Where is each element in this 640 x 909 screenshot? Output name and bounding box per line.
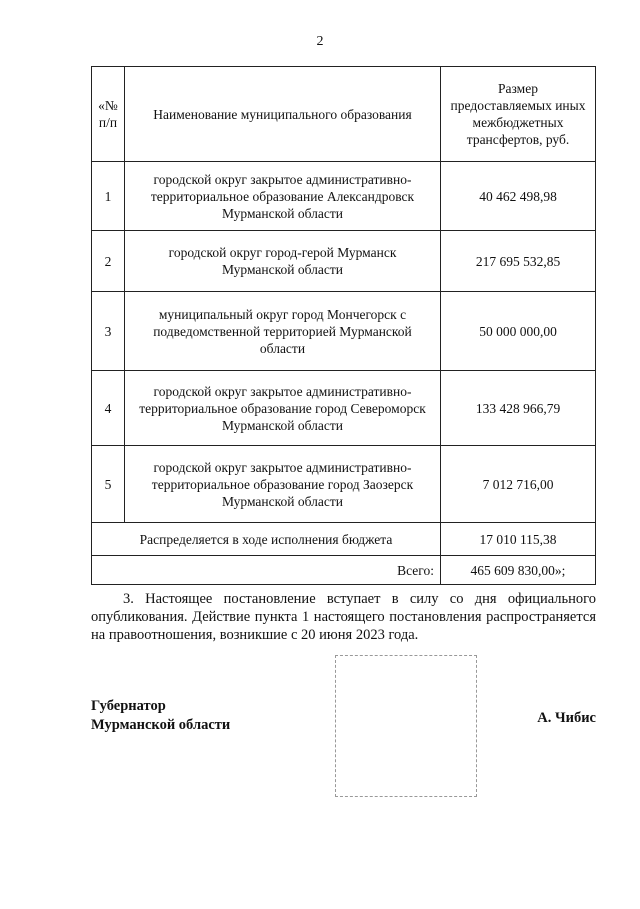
row-number: 1	[92, 162, 125, 231]
table-row	[92, 371, 596, 446]
total-label: Всего:	[92, 556, 441, 585]
row-amount: 50 000 000,00	[441, 292, 596, 371]
row-number: 4	[92, 371, 125, 446]
signer-title-line2: Мурманской области	[91, 717, 231, 733]
signature-placeholder	[335, 655, 477, 797]
distributed-amount: 17 010 115,38	[441, 523, 596, 556]
row-name: городской округ закрытое административно-территориальное образование Александровск Мурманской области	[125, 162, 441, 231]
row-amount: 217 695 532,85	[441, 231, 596, 292]
signer-name: А. Чибис	[537, 710, 596, 726]
signer-title-line1: Губернатор	[91, 698, 166, 714]
distributed-label: Распределяется в ходе исполнения бюджета	[92, 523, 441, 556]
distributed-row	[92, 523, 596, 556]
row-number: 2	[92, 231, 125, 292]
header-name: Наименование муниципального образования	[125, 67, 441, 162]
table-row	[92, 162, 596, 231]
effective-date-paragraph	[91, 590, 596, 644]
signer-title	[91, 697, 230, 735]
row-name: городской округ закрытое административно-территориальное образование город Заозерск Мурманской области	[125, 446, 441, 523]
header-amount: Размер предоставляемых иных межбюджетных трансфертов, руб.	[441, 67, 596, 162]
row-amount: 133 428 966,79	[441, 371, 596, 446]
table-header-row	[92, 67, 596, 162]
row-amount: 40 462 498,98	[441, 162, 596, 231]
table-row	[92, 292, 596, 371]
row-name: муниципальный округ город Мончегорск с подведомственной территорией Мурманской области	[125, 292, 441, 371]
table-row	[92, 231, 596, 292]
page-number: 2	[316, 34, 324, 49]
transfers-table	[91, 66, 596, 585]
total-amount: 465 609 830,00»;	[441, 556, 596, 585]
header-number: «№ п/п	[92, 67, 125, 162]
row-name: городской округ город-герой Мурманск Мурманской области	[125, 231, 441, 292]
row-name: городской округ закрытое административно-территориальное образование город Североморск Мурманской области	[125, 371, 441, 446]
total-row	[92, 556, 596, 585]
row-amount: 7 012 716,00	[441, 446, 596, 523]
row-number: 3	[92, 292, 125, 371]
paragraph-text: 3. Настоящее постановление вступает в силу со дня официального опубликования. Действие пункта 1 настоящего постановления распространяется на правоотношения, возникшие с 20 июня 2023 года.	[91, 591, 596, 643]
row-number: 5	[92, 446, 125, 523]
table-row	[92, 446, 596, 523]
